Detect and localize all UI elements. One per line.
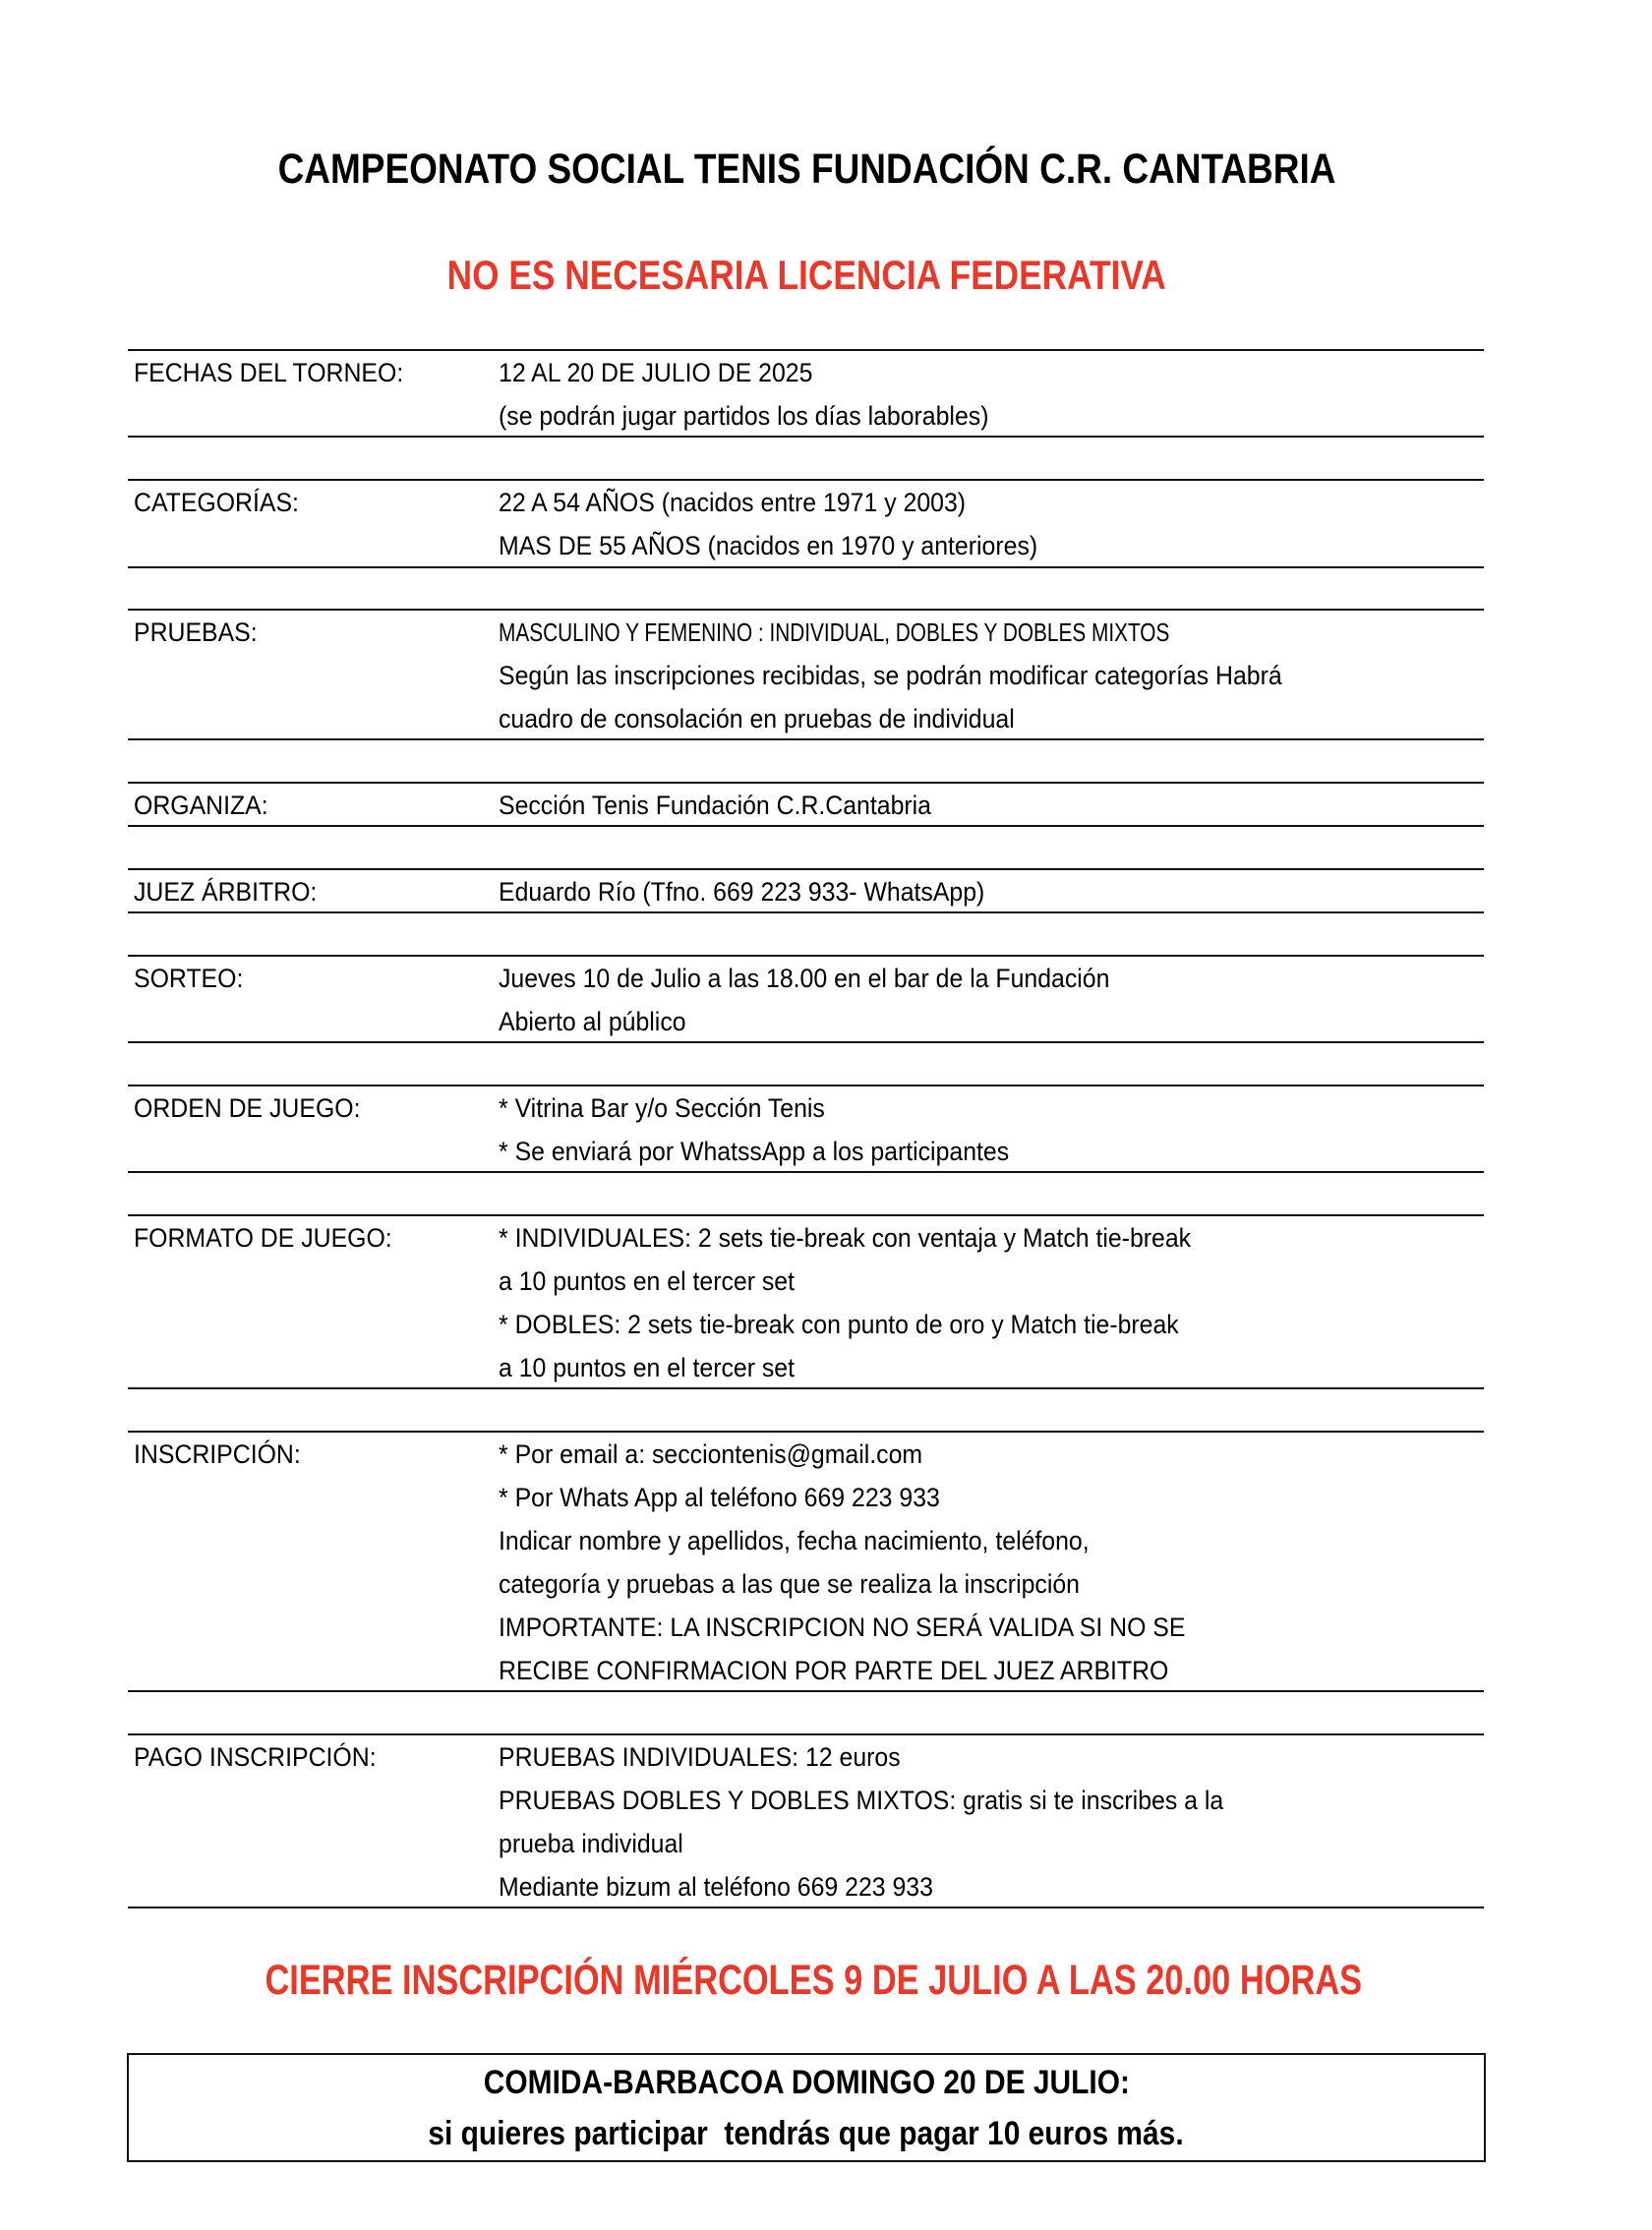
row-value-line: IMPORTANTE: LA INSCRIPCION NO SERÁ VALIDA SI NO SE — [499, 1613, 1186, 1642]
row-value-line: prueba individual — [499, 1829, 683, 1858]
row-value-line: cuadro de consolación en pruebas de individual — [499, 704, 1015, 734]
row-values — [499, 1433, 1245, 1692]
bbq-notice-box — [127, 2053, 1486, 2162]
row-label: PAGO INSCRIPCIÓN: — [134, 1742, 377, 1772]
row-label: FORMATO DE JUEGO: — [134, 1223, 392, 1253]
registration-deadline — [128, 1955, 1485, 2006]
bbq-heading — [129, 2061, 1484, 2104]
row-value-line: MAS DE 55 AÑOS (nacidos en 1970 y anteriores) — [499, 531, 1038, 560]
row-value-line: Abierto al público — [499, 1007, 686, 1036]
info-row-inscripcion — [128, 1431, 1484, 1692]
row-value-line: Mediante bizum al teléfono 669 223 933 — [499, 1872, 933, 1902]
row-value-line: Según las inscripciones recibidas, se podrán modificar categorías Habrá — [499, 661, 1282, 690]
row-value-line: * Por Whats App al teléfono 669 223 933 — [499, 1483, 940, 1512]
page-title-text: CAMPEONATO SOCIAL TENIS FUNDACIÓN C.R. CANTABRIA — [277, 146, 1335, 193]
row-label: FECHAS DEL TORNEO: — [134, 358, 404, 387]
row-value-line: 12 AL 20 DE JULIO DE 2025 — [499, 358, 813, 387]
bbq-note — [129, 2112, 1484, 2155]
row-value-line: Indicar nombre y apellidos, fecha nacimiento, teléfono, — [499, 1526, 1090, 1555]
row-value-line: Eduardo Río (Tfno. 669 223 933- WhatsApp) — [499, 877, 985, 907]
row-values — [499, 1216, 1251, 1389]
row-value-line: a 10 puntos en el tercer set — [499, 1266, 796, 1296]
bbq-note-text: si quieres participar tendrás que pagar 10 euros más. — [428, 2115, 1185, 2152]
row-label: JUEZ ÁRBITRO: — [134, 877, 318, 907]
license-notice — [128, 250, 1485, 301]
row-value-line: (se podrán jugar partidos los días laborables) — [499, 401, 989, 431]
row-value-line: MASCULINO Y FEMENINO : INDIVIDUAL, DOBLES Y DOBLES MIXTOS — [499, 617, 1170, 647]
info-row-sorteo — [128, 955, 1484, 1043]
row-label: ORGANIZA: — [134, 791, 268, 820]
row-values — [499, 1086, 1053, 1173]
info-row-organiza — [128, 782, 1484, 827]
row-value-line: PRUEBAS DOBLES Y DOBLES MIXTOS: gratis si te inscribes a la — [499, 1786, 1224, 1815]
row-value-line: * DOBLES: 2 sets tie-break con punto de oro y Match tie-break — [499, 1310, 1179, 1339]
row-values — [499, 1735, 1286, 1908]
row-value-line: * Por email a: secciontenis@gmail.com — [499, 1439, 923, 1469]
page-title — [128, 144, 1485, 195]
info-row-fechas — [128, 349, 1484, 438]
row-value-line: RECIBE CONFIRMACION POR PARTE DEL JUEZ ARBITRO — [499, 1656, 1169, 1685]
license-notice-text: NO ES NECESARIA LICENCIA FEDERATIVA — [446, 252, 1166, 298]
bbq-heading-text: COMIDA-BARBACOA DOMINGO 20 DE JULIO: — [483, 2064, 1130, 2101]
row-value-line: * INDIVIDUALES: 2 sets tie-break con ventaja y Match tie-break — [499, 1223, 1192, 1253]
info-row-formato-de-juego — [128, 1214, 1484, 1389]
row-value-line: Jueves 10 de Julio a las 18.00 en el bar de la Fundación — [499, 964, 1110, 993]
row-label: SORTEO: — [134, 964, 244, 993]
row-value-line: categoría y pruebas a las que se realiza la inscripción — [499, 1569, 1080, 1599]
row-values — [499, 611, 1350, 740]
row-label: INSCRIPCIÓN: — [134, 1439, 301, 1469]
row-label: ORDEN DE JUEGO: — [134, 1093, 361, 1123]
row-label: CATEGORÍAS: — [134, 488, 299, 517]
row-value-line: Sección Tenis Fundación C.R.Cantabria — [499, 791, 932, 820]
row-values — [499, 784, 969, 827]
row-values — [499, 870, 1027, 913]
info-row-pruebas — [128, 609, 1484, 740]
row-value-line: 22 A 54 AÑOS (nacidos entre 1971 y 2003) — [499, 488, 967, 517]
row-value-line: a 10 puntos en el tercer set — [499, 1353, 796, 1382]
info-row-categorias — [128, 479, 1484, 568]
row-values — [499, 351, 1032, 438]
row-value-line: PRUEBAS INDIVIDUALES: 12 euros — [499, 1742, 901, 1772]
registration-deadline-text: CIERRE INSCRIPCIÓN MIÉRCOLES 9 DE JULIO A LAS 20.00 HORAS — [265, 1957, 1363, 2004]
row-values — [499, 481, 1085, 567]
row-values — [499, 957, 1162, 1043]
info-row-juez-arbitro — [128, 868, 1484, 913]
info-row-pago-inscripcion — [128, 1733, 1484, 1908]
info-row-orden-de-juego — [128, 1085, 1484, 1173]
row-value-line: * Vitrina Bar y/o Sección Tenis — [499, 1093, 825, 1123]
row-value-line: * Se enviará por WhatssApp a los participantes — [499, 1137, 1010, 1166]
row-label: PRUEBAS: — [134, 617, 258, 647]
